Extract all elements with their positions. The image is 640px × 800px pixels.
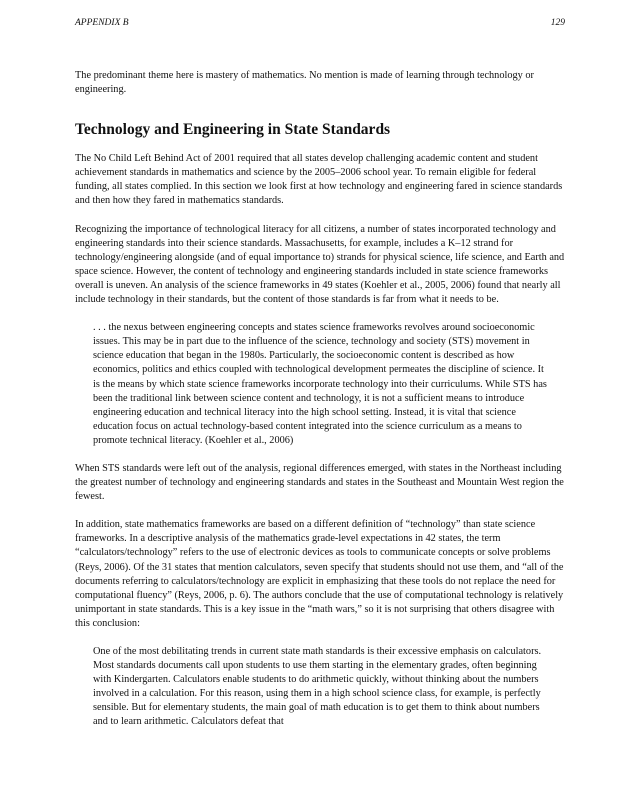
- block-quote-calculators: [93, 645, 553, 730]
- page-number: 129: [550, 18, 565, 28]
- paragraph-nclb: The No Child Left Behind Act of 2001 required that all states develop challenging academic content and student achievement standards in mathematics and science by the 2005–2006 school year. To remain eligible for federal funding, all states complied. In this section we look first at how technology and engineering fared in science standards and then how they fared in mathematics standards.: [75, 153, 563, 207]
- quote-calculators-text: One of the most debilitating trends in current state math standards is their excessive emphasis on calculators. Most standards documents call upon students to use them starting in the elementary grades, often beginning with Kindergarten. Calculators enable students to do arithmetic quickly, without thinking about the numbers involved in a calculation. For this reason, using them in a high school science class, for example, is perfectly sensible. But for elementary students, the main goal of math education is to get them to think about numbers and to learn arithmetic. Calculators defeat that: [93, 646, 542, 728]
- section-title: Technology and Engineering in State Standards: [75, 121, 391, 139]
- page-body: [75, 69, 565, 744]
- quote-koehler-text: . . . the nexus between engineering concepts and states science frameworks revolves around socioeconomic issues. This may be in part due to the influence of the science, technology and society (STS) movement in science education that began in the 1980s. Particularly, the socioeconomic content is described as how economics, politics and ethics coupled with technological development permeates the discipline of science. It is the means by which state science frameworks incorporate technology into their curriculums. While STS has been the traditional link between science content and technology, it is not a sufficient means to introduce engineering education and technical literacy into the high school setting. Instead, it is vital that science education focus on actual technology-based content integrated into the science curriculum as a means to promote technical literacy. (Koehler et al., 2006): [93, 322, 547, 446]
- running-header: APPENDIX B: [75, 18, 129, 28]
- page-header: [75, 18, 565, 32]
- paragraph-sts: When STS standards were left out of the analysis, regional differences emerged, with states in the Northeast including the greatest number of technology and engineering standards and states in the Southeast and Mountain West region the fewest.: [75, 462, 564, 503]
- intro-paragraph: The predominant theme here is mastery of mathematics. No mention is made of learning through technology or engineering.: [75, 70, 534, 96]
- paragraph-math-frameworks: In addition, state mathematics frameworks are based on a different definition of “technology” than state science frameworks. In a descriptive analysis of the mathematics grade-level expectations in 42 states, the term “calculators/technology” refers to the use of electronic devices as tools to communicate concepts or solve problems (Reys, 2006). Of the 31 states that mention calculators, seven specify that students should not use them, and “all of the documents referring to calculators/technology are explicit in emphasizing that these tools do not replace the need for computational fluency” (Reys, 2006, p. 6). The authors conclude that the use of computational technology is relatively unimportant in state standards. This is a key issue in the “math wars,” so it is not surprising that others disagree with this conclusion:: [75, 519, 564, 629]
- paragraph-tech-literacy: Recognizing the importance of technological literacy for all citizens, a number of states incorporated technology and engineering standards into their science standards. Massachusetts, for example, includes a K–12 strand for technology/engineering alongside (and of equal importance to) strands for physical science, life science, and Earth and space science. However, the content of technology and engineering standards included in state science frameworks overall is uneven. An analysis of the science frameworks in 49 states (Koehler et al., 2005, 2006) found that nearly all include technology in their standards, but the content of those standards is far from what it needs to be.: [75, 223, 565, 306]
- block-quote-koehler: [93, 321, 553, 448]
